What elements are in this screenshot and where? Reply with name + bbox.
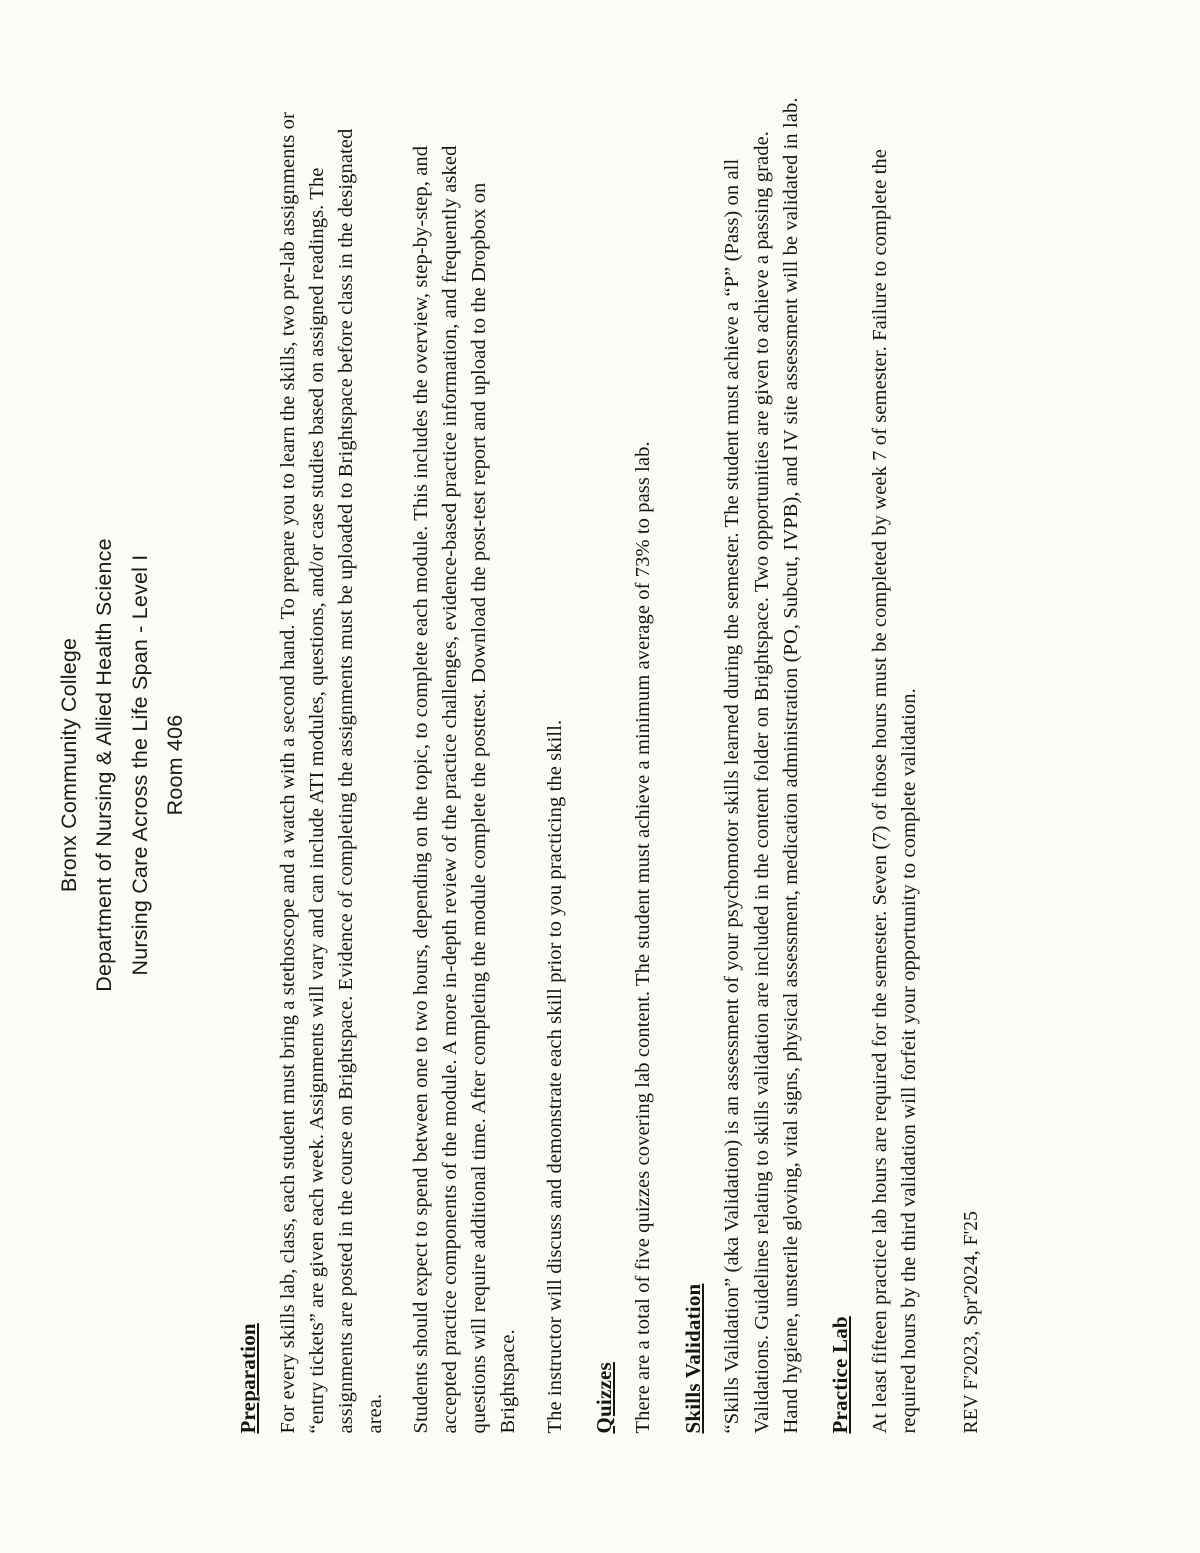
paragraph: For every skills lab, class, each student must bring a stethoscope and a watch with a second hand. To prepare you to learn the skills, two pre-lab assignments or “entry tickets” are given each week. Assignments will vary and can include ATI modules, questions, and/or case studies based on assigned readings. The assignments are posted in the course on Brightspace. Evidence of completing the assignments must be uploaded to Brightspace before class in the designated area.: [276, 111, 387, 1433]
section-heading-practice-lab: Practice Lab: [827, 1315, 852, 1433]
paragraph: Students should expect to spend between one to two hours, depending on the topic, to complete each module. This includes the overview, step-by-step, and accepted practice components of the module. A more in-depth review of the practice challenges, evidence-based practice information, and frequently asked questions will require additional time. After completing the module complete the posttest. Download the post-test report and upload to the Dropbox on Brightspace.: [410, 145, 520, 1433]
section-heading-quizzes: Quizzes: [591, 1361, 616, 1433]
paragraph: There are a total of five quizzes covering lab content. The student must achieve a minimum average of 73% to pass lab.: [632, 440, 655, 1433]
paragraph: The instructor will discuss and demonstrate each skill prior to you practicing the skill.: [543, 719, 566, 1433]
header-line-room: Room 406: [163, 714, 188, 815]
section-quizzes: [590, 96, 659, 1433]
section-heading-preparation: Preparation: [235, 1322, 260, 1433]
document-body: [52, 96, 985, 1433]
section-skills-validation: [679, 96, 806, 1433]
header-line-college: Bronx Community College: [57, 637, 81, 892]
section-heading-skills-validation: Skills Validation: [680, 1283, 705, 1433]
header-line-department: Department of Nursing & Allied Health Science: [92, 537, 117, 992]
revision-note: REV F'2023, Spr'2024, F'25: [960, 1210, 982, 1433]
document-header: [52, 96, 194, 1433]
paragraph: “Skills Validation” (aka Validation) is an assessment of your psychomotor skills learned during the semester. The student must achieve a “P” (Pass) on all Validations. Guidelines relating to skills validation are included in the content folder on Brightspace. Two opportunities are given to achieve a passing grade. Hand hygiene, unsterile gloving, vital signs, physical assessment, medication administration (PO, Subcut, IVPB), and IV site assessment will be validated in lab.: [721, 96, 802, 1433]
section-preparation: [234, 96, 570, 1433]
header-line-course: Nursing Care Across the Life Span - Level I: [127, 554, 152, 975]
paragraph: At least fifteen practice lab hours are required for the semester. Seven (7) of those hours must be completed by week 7 of semester. Failure to complete the required hours by the third validation will forfeit your opportunity to complete validation.: [868, 148, 920, 1433]
section-practice-lab: [826, 96, 924, 1433]
